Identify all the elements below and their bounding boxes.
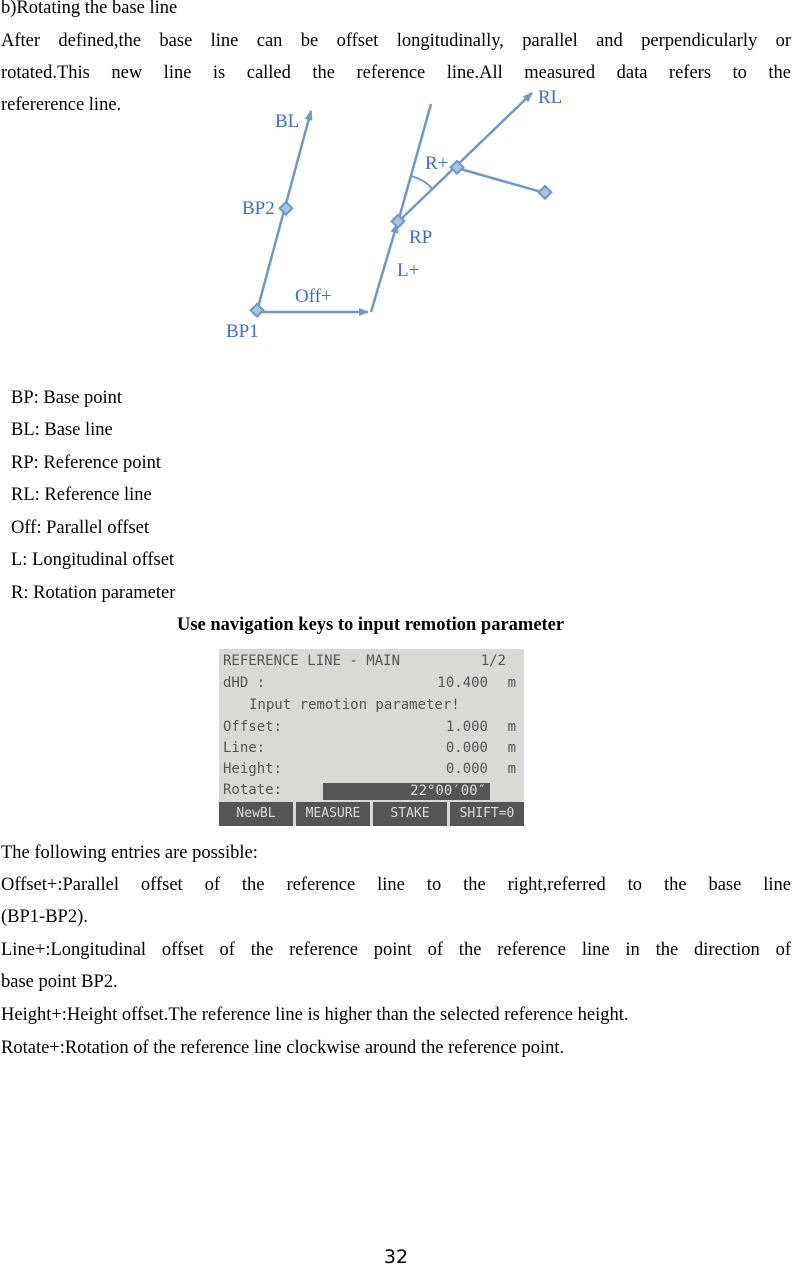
label-bp1: BP1 <box>226 321 259 342</box>
legend-item: BL: Base line <box>11 420 113 440</box>
unit: m <box>507 761 516 777</box>
height-label: Height: <box>223 761 283 777</box>
intro-line: rotated.This new line is called the reference line.All measured data refers to the <box>1 63 791 83</box>
intro-line: refererence line. <box>1 95 122 115</box>
legend-item: BP: Base point <box>11 388 123 408</box>
line-value[interactable]: 0.000 <box>445 740 488 756</box>
unit: m <box>507 675 516 691</box>
longitudinal-arrow <box>371 224 397 312</box>
line-label: Line: <box>223 740 266 756</box>
bp1-point <box>251 304 264 317</box>
screen-page: 1/2 <box>480 653 506 669</box>
instrument-screen <box>219 649 524 826</box>
legend-item: R: Rotation parameter <box>11 583 176 603</box>
entries-intro: The following entries are possible: <box>1 843 258 863</box>
label-l: L+ <box>397 260 420 281</box>
rotate-label: Rotate: <box>223 782 283 798</box>
dhd-label: dHD : <box>223 675 266 691</box>
label-rl: RL <box>538 87 563 108</box>
rotate-value-field[interactable]: 22°00′00″ <box>323 783 490 800</box>
legend-item: L: Longitudinal offset <box>11 550 175 570</box>
label-bl: BL <box>275 111 300 132</box>
label-off: Off+ <box>295 286 332 307</box>
unit: m <box>507 740 516 756</box>
reference-line-diagram <box>0 80 792 350</box>
newbl-softkey[interactable]: NewBL <box>219 802 293 826</box>
rotation-arc <box>411 176 433 190</box>
perpendicular-line <box>457 168 545 193</box>
figure-caption: Use navigation keys to input remotion parameter <box>177 615 565 635</box>
page-number: 32 <box>383 1246 409 1267</box>
dhd-value: 10.400 <box>437 675 488 691</box>
entry-line: base point BP2. <box>1 972 118 992</box>
offset-label: Offset: <box>223 719 283 735</box>
section-title: b)Rotating the base line <box>1 0 178 18</box>
stake-softkey[interactable]: STAKE <box>373 802 447 826</box>
legend-item: RL: Reference line <box>11 485 152 505</box>
entry-line: Line+:Longitudinal offset of the reference point of the reference line in the direction of <box>1 940 791 960</box>
height-value[interactable]: 0.000 <box>445 761 488 777</box>
offset-value[interactable]: 1.000 <box>445 719 488 735</box>
label-bp2: BP2 <box>242 198 275 219</box>
entry-line: (BP1-BP2). <box>1 907 88 927</box>
measure-softkey[interactable]: MEASURE <box>296 802 370 826</box>
legend-item: RP: Reference point <box>11 453 162 473</box>
intro-line: After defined,the base line can be offset longitudinally, parallel and perpendicularly or <box>1 31 791 51</box>
bp2-point <box>280 202 293 215</box>
entry-line: Offset+:Parallel offset of the reference line to the right,referred to the base line <box>1 875 791 895</box>
reference-line <box>398 93 532 222</box>
label-rp: RP <box>409 227 433 248</box>
entry-line: Height+:Height offset.The reference line is higher than the selected reference height. <box>1 1005 629 1025</box>
shift-softkey[interactable]: SHIFT=0 <box>450 802 524 826</box>
offset-point <box>539 186 552 199</box>
screen-message: Input remotion parameter! <box>249 697 460 713</box>
label-r: R+ <box>425 153 449 174</box>
unit: m <box>507 719 516 735</box>
screen-title: REFERENCE LINE - MAIN <box>223 653 401 669</box>
rl-point <box>451 161 464 174</box>
legend-item: Off: Parallel offset <box>11 518 150 538</box>
entry-line: Rotate+:Rotation of the reference line clockwise around the reference point. <box>1 1038 565 1058</box>
